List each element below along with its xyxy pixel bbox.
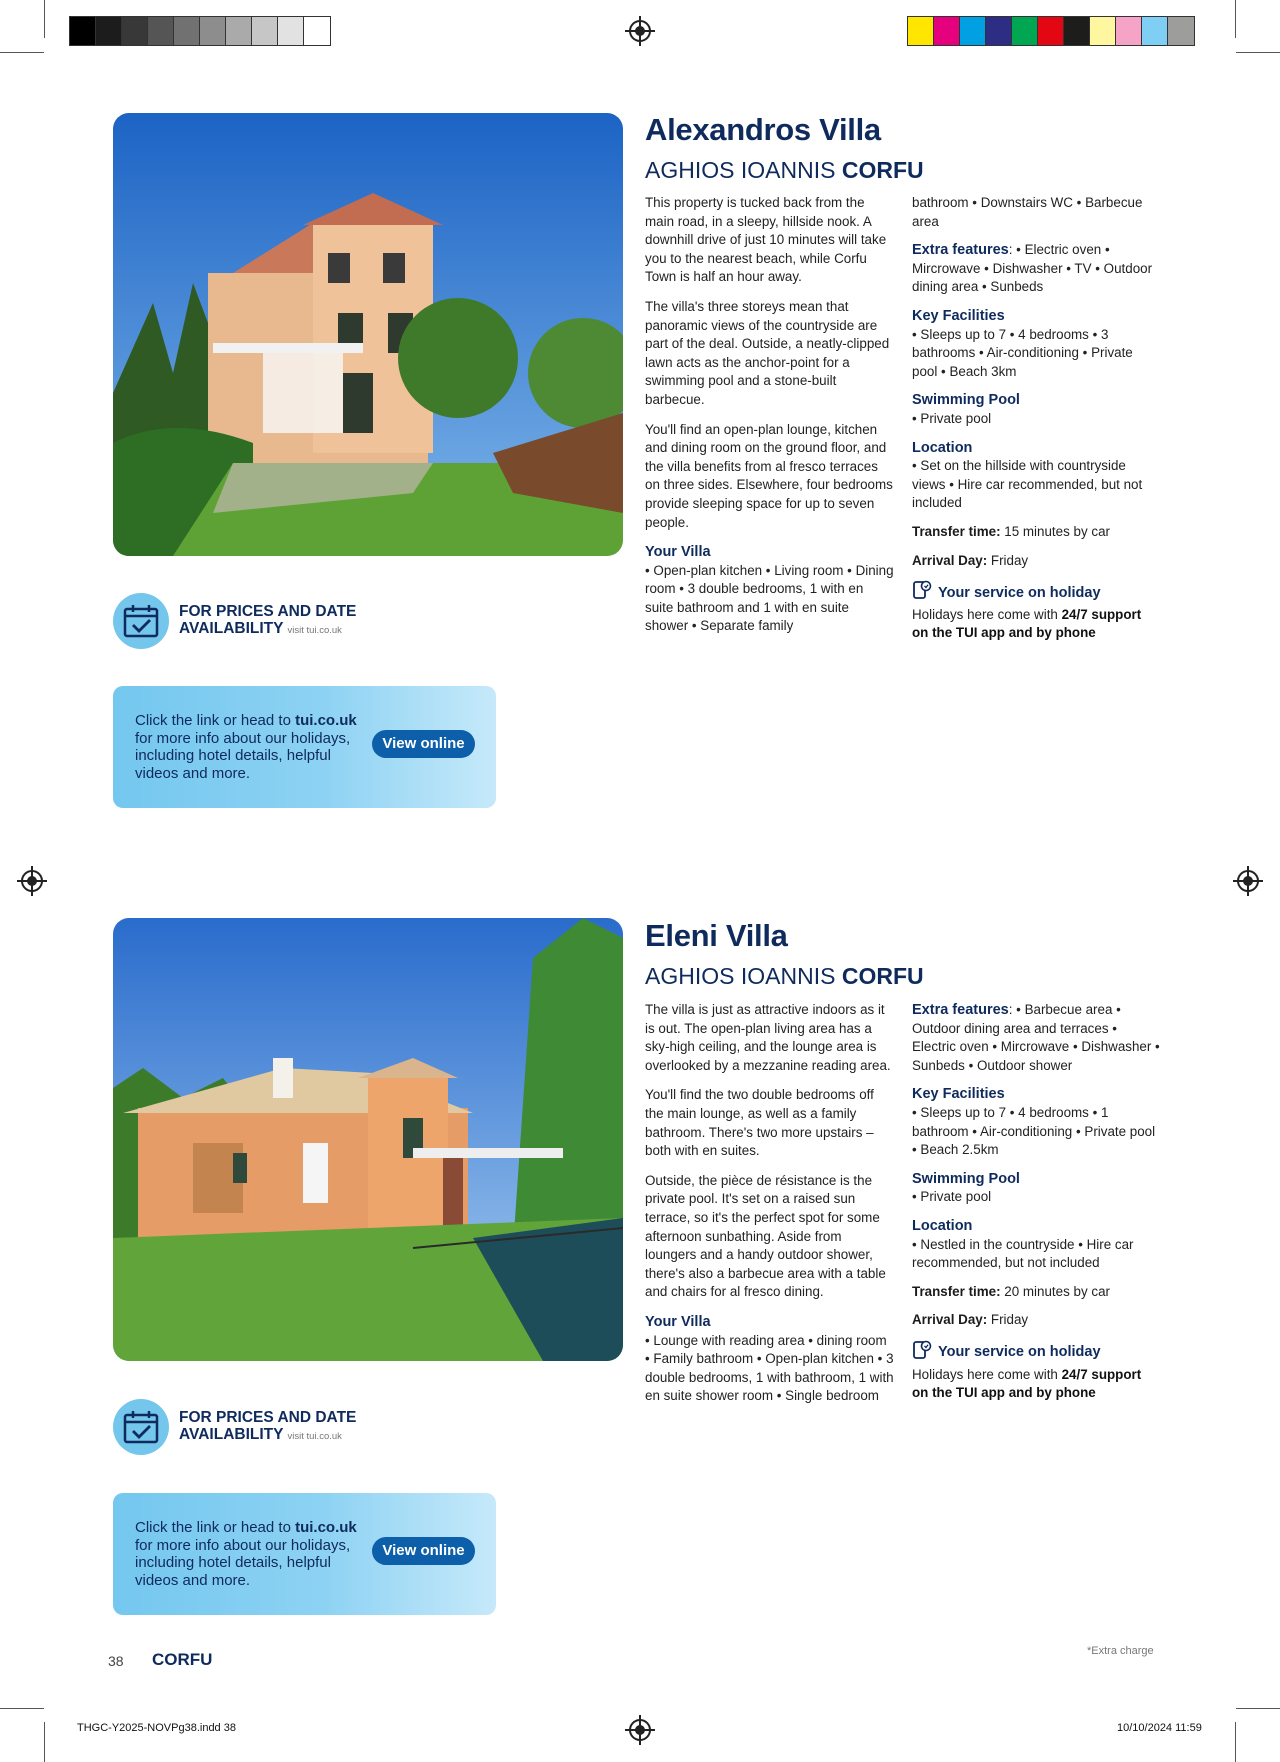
prices-availability: FOR PRICES AND DATE AVAILABILITY visit tui.co.uk	[113, 593, 356, 649]
color-swatch	[252, 17, 278, 45]
prices-availability: FOR PRICES AND DATE AVAILABILITY visit tui.co.uk	[113, 1399, 356, 1455]
color-swatch	[1012, 17, 1038, 45]
your-villa-continued: bathroom • Downstairs WC • Barbecue area	[912, 195, 1143, 229]
page-number: 38	[108, 1653, 124, 1669]
slug-file-info: THGC-Y2025-NOVPg38.indd 38	[77, 1722, 236, 1734]
color-swatch	[96, 17, 122, 45]
color-swatch	[934, 17, 960, 45]
features-column	[912, 194, 1160, 653]
villa-region: CORFU	[841, 157, 924, 183]
calendar-icon	[113, 1399, 169, 1455]
footer-section-title: CORFU	[152, 1650, 213, 1669]
villa-region: CORFU	[841, 963, 924, 989]
arrival-day: Arrival Day: Friday	[912, 552, 1029, 568]
color-swatch	[226, 17, 252, 45]
description-column	[645, 1001, 895, 1406]
description-paragraph: You'll find an open-plan lounge, kitchen and dining room on the ground floor, and the villa benefits from al fresco terraces on three sides. Elsewhere, four bedrooms provide sleeping space for up to seven people.	[645, 421, 893, 530]
extra-features: Extra features: • Electric oven • Mircrowave • Dishwasher • TV • Outdoor dining area • Sunbeds	[912, 242, 1153, 295]
color-swatch	[70, 17, 96, 45]
transfer-time: Transfer time: 15 minutes by car	[912, 523, 1110, 539]
color-swatch	[908, 17, 934, 45]
color-swatch	[278, 17, 304, 45]
view-online-button[interactable]: View online	[372, 1537, 475, 1565]
key-facilities: Key Facilities • Sleeps up to 7 • 4 bedrooms • 1 bathroom • Air-conditioning • Private pool • Beach 2.5km	[912, 1086, 1156, 1158]
villa-photo-eleni	[113, 918, 623, 1361]
info-banner: Click the link or head to tui.co.uk for more info about our holidays, including hotel details, helpful videos and more. View online	[113, 1493, 496, 1615]
description-paragraph: Outside, the pièce de résistance is the private pool. It's set on a raised sun terrace, so it's the perfect spot for some afternoon sunbathing. Aside from loungers and a handy outdoor shower, there's also a barbecue area with a table and chairs for al fresco dining.	[645, 1172, 886, 1300]
prices-link[interactable]: visit tui.co.uk	[287, 625, 342, 636]
color-swatch	[122, 17, 148, 45]
crop-mark	[1235, 1722, 1236, 1762]
color-swatch	[986, 17, 1012, 45]
features-column	[912, 1001, 1160, 1413]
villa-location: AGHIOS IOANNIS CORFU	[645, 963, 924, 989]
your-villa-heading: Your Villa	[645, 1313, 711, 1330]
view-online-button[interactable]: View online	[372, 730, 475, 758]
prices-link[interactable]: visit tui.co.uk	[287, 1431, 342, 1442]
extra-charge-note: *Extra charge	[1087, 1645, 1154, 1657]
color-swatch	[960, 17, 986, 45]
registration-mark-icon	[629, 20, 651, 42]
your-villa-list: • Open-plan kitchen • Living room • Dining room • 3 double bedrooms, 1 with en suite bathroom and 1 with en suite shower • Separate family	[645, 562, 894, 634]
description-paragraph: You'll find the two double bedrooms off the main lounge, as well as a family bathroom. There's two more upstairs – both with en suites.	[645, 1087, 874, 1159]
registration-mark-icon	[629, 1719, 651, 1741]
calendar-icon	[113, 593, 169, 649]
villa-photo-alexandros	[113, 113, 623, 556]
service-on-holiday: Your service on holiday Holidays here come with 24/7 support on the TUI app and by phone	[912, 580, 1160, 643]
color-swatch	[1090, 17, 1116, 45]
description-column	[645, 194, 895, 636]
service-on-holiday: Your service on holiday Holidays here come with 24/7 support on the TUI app and by phone	[912, 1340, 1160, 1403]
crop-mark	[1236, 1708, 1280, 1709]
info-banner: Click the link or head to tui.co.uk for more info about our holidays, including hotel details, helpful videos and more. View online	[113, 686, 496, 808]
key-facilities: Key Facilities • Sleeps up to 7 • 4 bedrooms • 3 bathrooms • Air-conditioning • Private pool • Beach 3km	[912, 307, 1133, 379]
color-swatch	[1142, 17, 1168, 45]
color-swatch	[1116, 17, 1142, 45]
crop-mark	[0, 52, 44, 53]
arrival-day: Arrival Day: Friday	[912, 1312, 1029, 1328]
phone-support-icon	[912, 580, 932, 606]
villa-location: AGHIOS IOANNIS CORFU	[645, 157, 924, 183]
phone-support-icon	[912, 1340, 932, 1366]
color-swatch	[1168, 17, 1194, 45]
crop-mark	[44, 0, 45, 38]
crop-mark	[1235, 0, 1236, 38]
color-swatch	[174, 17, 200, 45]
registration-mark-icon	[21, 870, 43, 892]
crop-mark	[44, 1722, 45, 1762]
tui-link[interactable]: tui.co.uk	[295, 1519, 357, 1536]
transfer-time: Transfer time: 20 minutes by car	[912, 1283, 1110, 1299]
villa-title: Alexandros Villa	[645, 112, 881, 147]
location-info: Location • Nestled in the countryside • Hire car recommended, but not included	[912, 1217, 1134, 1271]
crop-mark	[1236, 52, 1280, 53]
your-villa-heading: Your Villa	[645, 544, 711, 561]
process-color-bar	[907, 16, 1195, 46]
registration-mark-icon	[1237, 870, 1259, 892]
your-villa-list: • Lounge with reading area • dining room • Family bathroom • Open-plan kitchen • 3 double bedrooms, 1 with bathroom, 1 with en suite shower room • Single bedroom	[645, 1332, 894, 1404]
tui-link[interactable]: tui.co.uk	[295, 712, 357, 729]
description-paragraph: This property is tucked back from the main road, in a sleepy, hillside nook. A downhill drive of just 10 minutes will take you to the nearest beach, while Corfu Town is half an hour away.	[645, 195, 887, 285]
color-swatch	[148, 17, 174, 45]
swimming-pool: Swimming Pool • Private pool	[912, 1170, 1020, 1205]
slug-date-time: 10/10/2024 11:59	[1117, 1722, 1202, 1734]
description-paragraph: The villa is just as attractive indoors as it is out. The open-plan living area has a sky-high ceiling, and the lounge area is overlooked by a mezzanine reading area.	[645, 1002, 891, 1073]
color-swatch	[304, 17, 330, 45]
villa-title: Eleni Villa	[645, 918, 788, 953]
color-swatch	[1064, 17, 1090, 45]
color-swatch	[1038, 17, 1064, 45]
location-info: Location • Set on the hillside with countryside views • Hire car recommended, but not included	[912, 439, 1143, 511]
description-paragraph: The villa's three storeys mean that panoramic views of the countryside are part of the deal. Outside, a neatly-clipped lawn acts as the anchor-point for a swimming pool and a stone-built barbecue.	[645, 298, 890, 407]
crop-mark	[0, 1708, 44, 1709]
color-swatch	[200, 17, 226, 45]
extra-features: Extra features: • Barbecue area • Outdoor dining area and terraces • Electric oven • Mircrowave • Dishwasher • Sunbeds • Outdoor shower	[912, 1002, 1160, 1073]
gray-color-bar	[69, 16, 331, 46]
swimming-pool: Swimming Pool • Private pool	[912, 392, 1020, 426]
